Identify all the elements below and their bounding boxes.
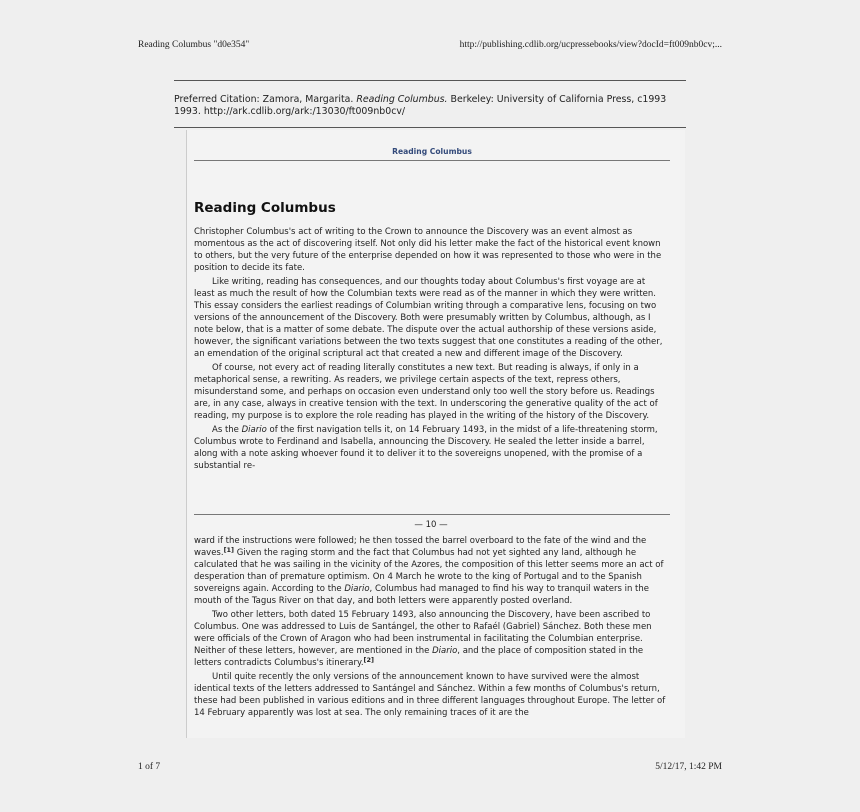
citation-divider xyxy=(174,127,686,128)
paragraph: ward if the instructions were followed; he then tossed the barrel overboard to the fate of the wind and the waves.[1] Given the raging storm and the fact that Columbus had not yet sighted any land, although he calculated that he was sailing in the vicinity of the Azores, the composition of this letter seems more an act of desperation than of premature optimism. On 4 March he wrote to the king of Portugal and to the Spanish sovereigns again. According to the Diario, Columbus had managed to find his way to tranquil waters in the mouth of the Tagus River on that day, and both letters were apparently posted overland. xyxy=(194,536,664,606)
title-bar-divider xyxy=(194,160,670,161)
footnote-link[interactable]: [2] xyxy=(363,656,375,664)
print-footer-page: 1 of 7 xyxy=(138,762,161,772)
body-page-1 xyxy=(194,226,668,472)
paragraph: Christopher Columbus's act of writing to the Crown to announce the Discovery was an event almost as momentous as the act of discovering itself. Not only did his letter make the fact of the historical event known to others, but the very future of the enterprise depended on how it was represented to those who were in the position to decide its fate. xyxy=(194,227,662,273)
page-number: — 10 — xyxy=(414,520,448,530)
chapter-title: Reading Columbus xyxy=(194,200,336,216)
diario-italic: Diario xyxy=(241,425,267,435)
paragraph: As the Diario of the first navigation tells it, on 14 February 1493, in the midst of a life-threatening storm, Columbus wrote to Ferdinand and Isabella, announcing the Discovery. He sealed the letter inside a barrel, along with a note asking whoever found it to deliver it to the sovereigns unopened, with the promise of a substantial re- xyxy=(194,425,658,471)
top-divider xyxy=(174,80,686,81)
citation-block xyxy=(174,94,684,118)
citation-publisher-link[interactable]: Berkeley: University of California Press, c1993 1993. http://ark.cdlib.org/ark:/13030/ft009nb0cv/ xyxy=(174,94,667,117)
paragraph: Two other letters, both dated 15 February 1493, also announcing the Discovery, have been ascribed to Columbus. One was addressed to Luis de Santángel, the other to Rafaél (Gabriel) Sánchez. Both these men were officials of the Crown of Aragon who had been instrumental in facilitating the Columbian enterprise. Neither of these letters, however, are mentioned in the Diario, and the place of composition stated in the letters contradicts Columbus's itinerary.[2] xyxy=(194,610,652,668)
diario-italic: Diario xyxy=(432,646,458,656)
body-page-2 xyxy=(194,535,668,719)
book-title-bar[interactable]: Reading Columbus xyxy=(392,147,472,156)
citation-book-title: Reading Columbus. xyxy=(356,94,448,105)
footnote-link[interactable]: [1] xyxy=(223,546,235,554)
paragraph: Of course, not every act of reading literally constitutes a new text. But reading is always, if only in a metaphorical sense, a rewriting. As readers, we privilege certain aspects of the text, repress others, misunderstand some, and perhaps on occasion even understand only too well the story before us. Readings are, in any case, always in creative tension with the text. In underscoring the generative quality of the act of reading, my purpose is to explore the role reading has played in the writing of the history of the Discovery. xyxy=(194,363,658,421)
page-break-rule xyxy=(194,514,670,515)
citation-label: Preferred Citation: Zamora, Margarita. xyxy=(174,94,354,105)
paragraph: Like writing, reading has consequences, and our thoughts today about Columbus's first voyage are at least as much the result of how the Columbian texts were read as of the manner in which they were written. This essay considers the earliest readings of Columbian writing through a comparative lens, focusing on two versions of the announcement of the Discovery. Both were presumably written by Columbus, although, as I note below, that is a matter of some debate. The dispute over the actual authorship of these versions aside, however, the significant variations between the two texts suggest that one constitutes a reading of the other, an emendation of the original scriptural act that created a new and different image of the Discovery. xyxy=(194,277,663,359)
print-footer-datetime: 5/12/17, 1:42 PM xyxy=(655,762,722,772)
print-header-url[interactable]: http://publishing.cdlib.org/ucpressebooks/view?docId=ft009nb0cv;... xyxy=(459,40,722,50)
print-header-title: Reading Columbus "d0e354" xyxy=(138,40,250,50)
diario-italic: Diario xyxy=(344,584,370,594)
paragraph: Until quite recently the only versions of the announcement known to have survived were the almost identical texts of the letters addressed to Santángel and Sánchez. Within a few months of Columbus's return, these had been published in various editions and in three different languages throughout Europe. The letter of 14 February apparently was lost at sea. The only remaining traces of it are the xyxy=(194,672,666,718)
